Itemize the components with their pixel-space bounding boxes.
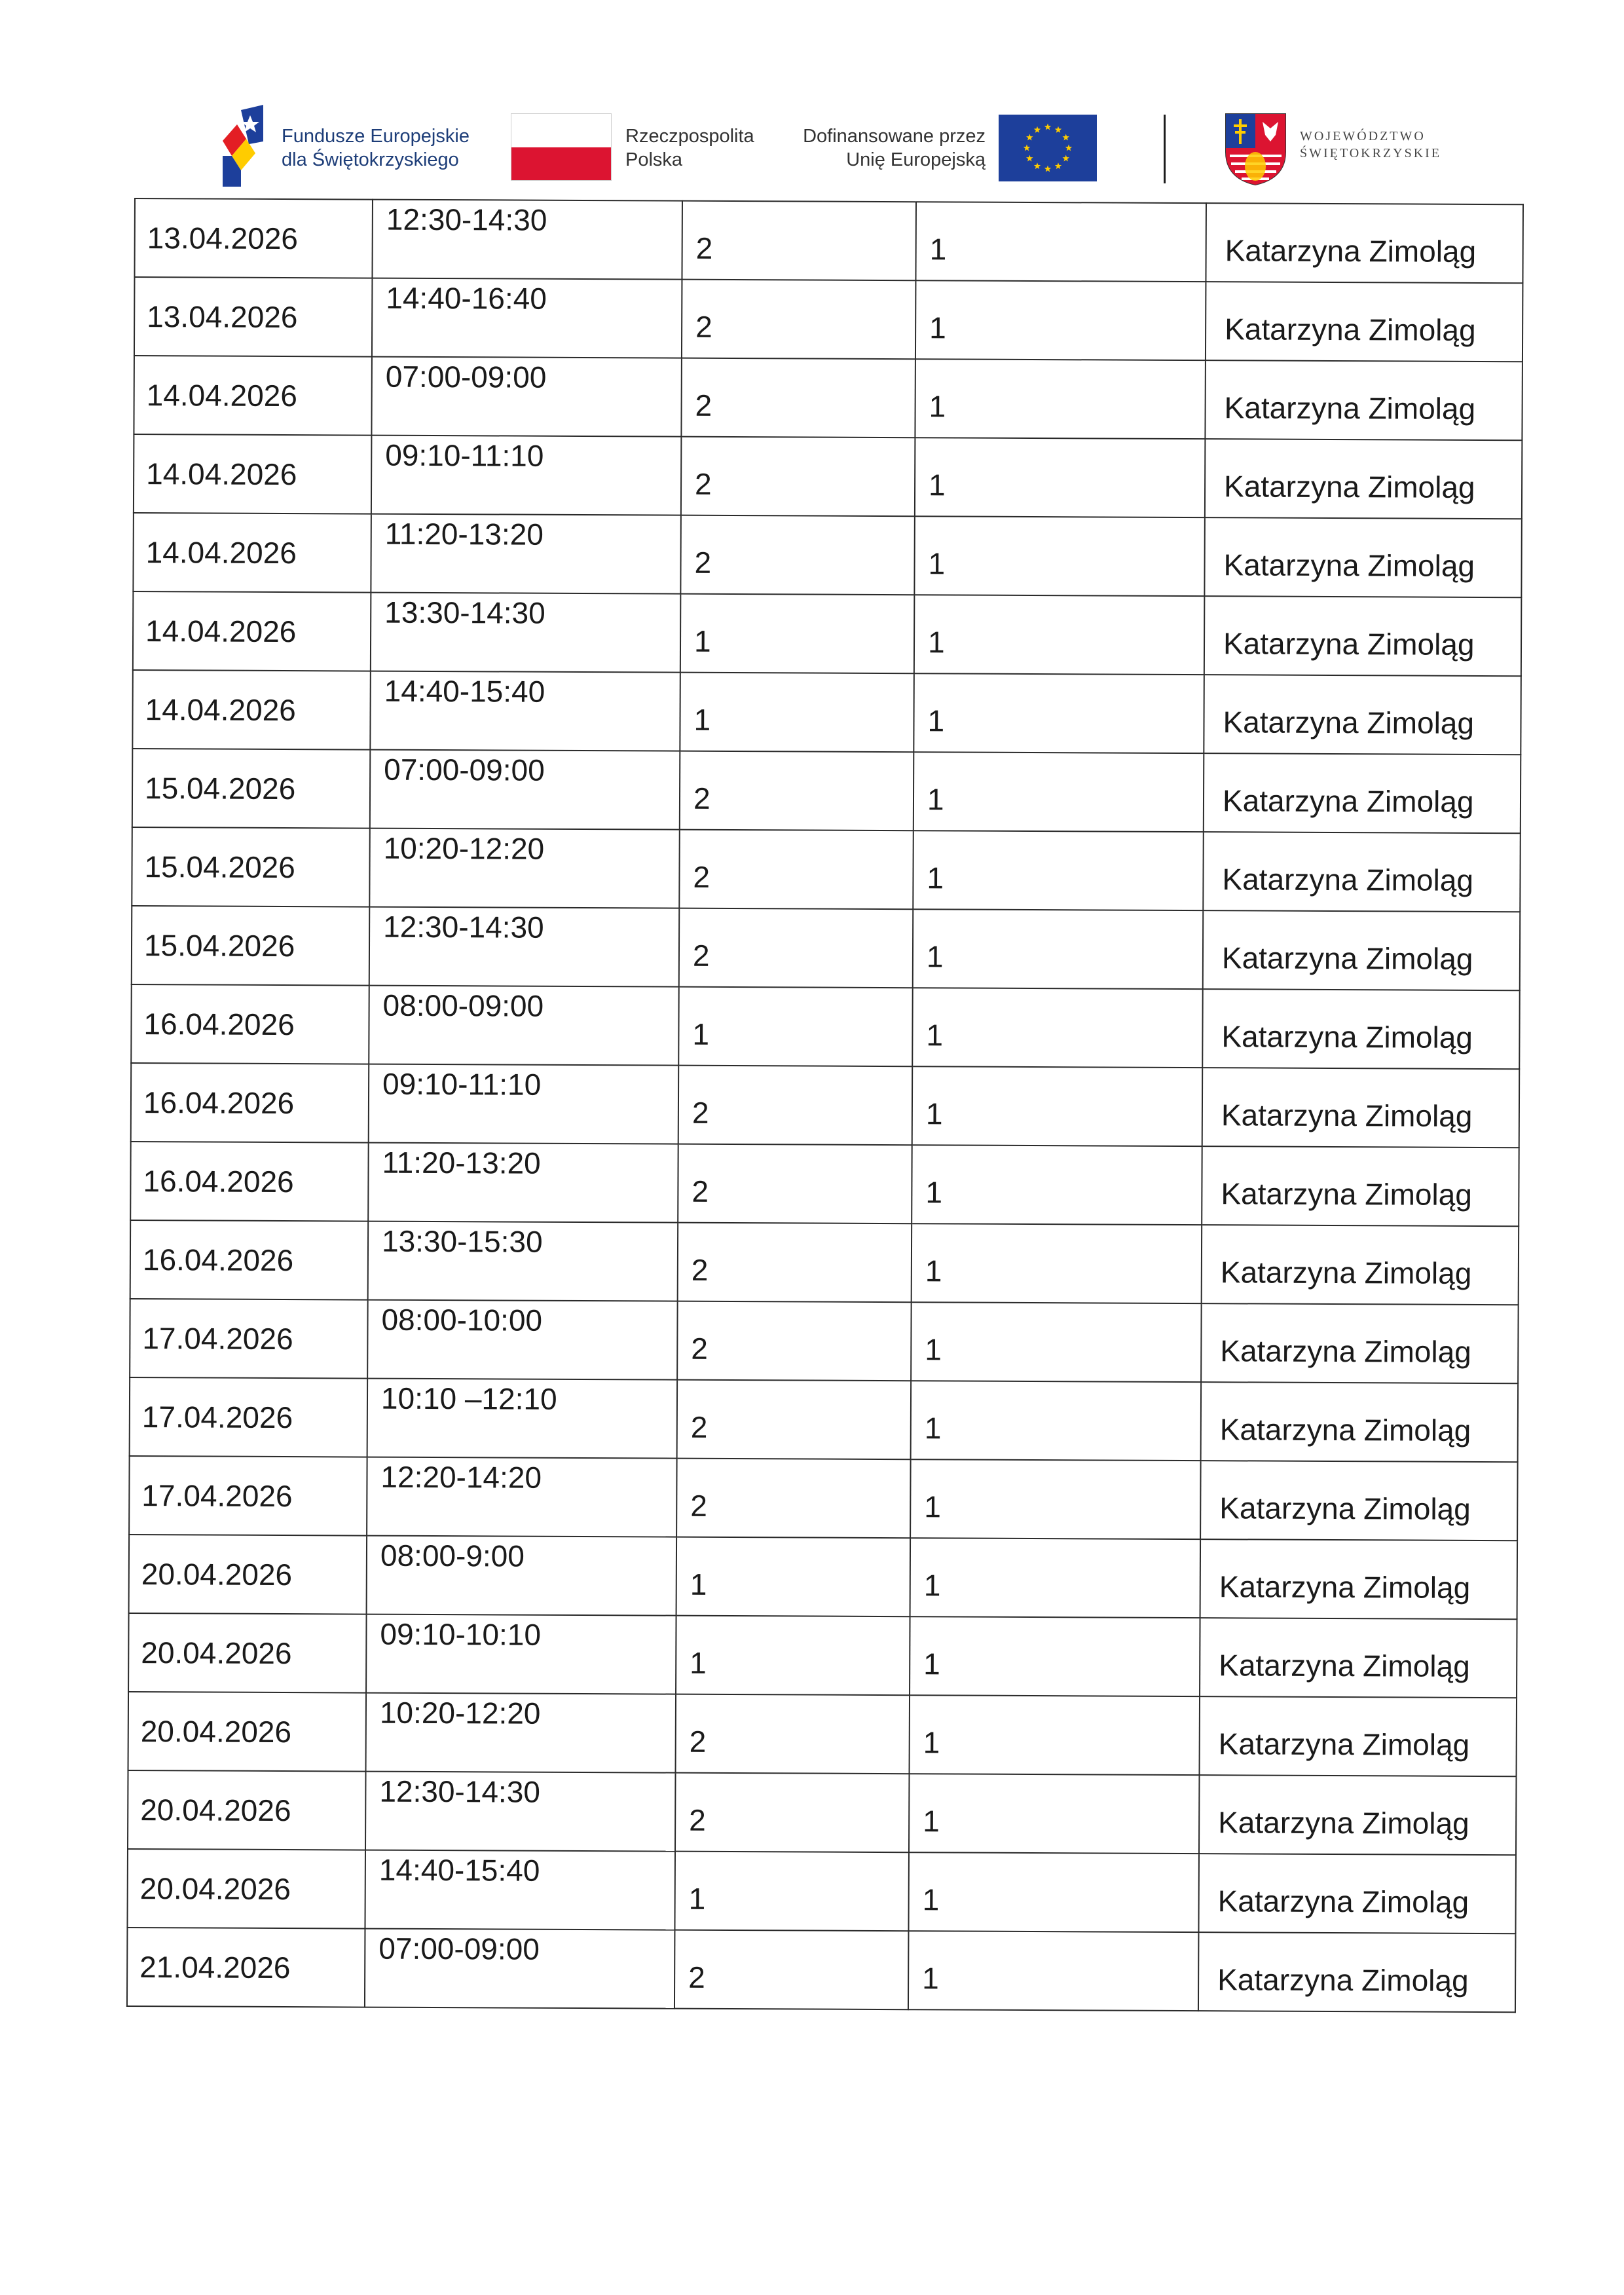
time-cell-text: 11:20-13:20	[382, 1145, 541, 1180]
teacher-cell-text: Katarzyna Zimoląg	[1225, 233, 1477, 269]
funds-logo-line2: dla Świętokrzyskiego	[282, 149, 459, 170]
table-row	[130, 1142, 1519, 1226]
table-row	[129, 1456, 1518, 1540]
group-cell	[908, 1931, 1199, 2011]
hours-cell-text: 2	[690, 1409, 708, 1444]
date-cell: 15.04.2026	[132, 827, 370, 907]
group-cell	[912, 1223, 1202, 1303]
hours-cell	[681, 437, 915, 517]
teacher-cell	[1199, 1775, 1517, 1855]
time-cell	[370, 750, 680, 830]
date-cell: 14.04.2026	[133, 591, 371, 671]
date-cell: 14.04.2026	[134, 356, 372, 436]
teacher-cell-text: Katarzyna Zimoląg	[1223, 705, 1475, 740]
funds-logo-icon	[223, 105, 268, 187]
teacher-cell-text: Katarzyna Zimoląg	[1223, 469, 1475, 504]
table-row	[127, 1849, 1516, 1933]
funds-logo-text	[282, 124, 470, 172]
hours-cell	[682, 280, 916, 360]
group-cell-text: 1	[923, 1804, 940, 1838]
group-cell-text: 1	[924, 1489, 941, 1524]
teacher-cell-text: Katarzyna Zimoląg	[1224, 390, 1476, 426]
eu-logo-text	[773, 124, 986, 172]
date-cell: 14.04.2026	[133, 513, 371, 593]
date-cell: 17.04.2026	[130, 1299, 368, 1379]
hours-cell	[674, 1930, 909, 2010]
eu-logo-line2: Unię Europejską	[846, 149, 986, 170]
hours-cell	[678, 987, 913, 1067]
teacher-cell-text: Katarzyna Zimoląg	[1219, 1412, 1471, 1447]
teacher-cell-text: Katarzyna Zimoląg	[1219, 1648, 1470, 1683]
time-cell-text: 13:30-15:30	[381, 1223, 543, 1259]
hours-cell-text: 1	[693, 624, 711, 658]
region-crest-icon	[1225, 113, 1287, 186]
group-cell	[912, 1145, 1202, 1225]
time-cell-text: 10:20-12:20	[383, 830, 545, 866]
teacher-cell	[1205, 360, 1522, 440]
group-cell	[913, 673, 1204, 753]
time-cell	[368, 1222, 678, 1301]
hours-cell	[679, 830, 913, 910]
group-cell-text: 1	[922, 1961, 939, 1996]
table-row	[134, 198, 1523, 283]
time-cell	[367, 1379, 678, 1459]
group-cell-text: 1	[926, 1018, 944, 1053]
hours-cell-text: 2	[691, 1252, 709, 1287]
hours-cell-text: 2	[695, 231, 713, 265]
teacher-cell	[1203, 832, 1521, 912]
table-row	[127, 1928, 1516, 2012]
hours-cell-text: 1	[693, 702, 711, 737]
hours-cell	[679, 908, 913, 988]
hours-cell	[678, 1223, 912, 1303]
hours-cell	[682, 201, 916, 281]
time-cell-text: 11:20-13:20	[384, 516, 544, 551]
time-cell	[371, 514, 681, 594]
teacher-cell-text: Katarzyna Zimoląg	[1218, 1805, 1469, 1840]
teacher-cell-text: Katarzyna Zimoląg	[1221, 1019, 1473, 1054]
table-row	[133, 513, 1522, 597]
group-cell-text: 1	[927, 782, 944, 817]
date-cell: 20.04.2026	[127, 1849, 365, 1929]
teacher-cell	[1202, 1225, 1519, 1305]
group-cell-text: 1	[925, 1175, 943, 1210]
hours-cell	[676, 1459, 911, 1539]
time-cell-text: 14:40-15:40	[384, 673, 545, 709]
table-row	[132, 827, 1521, 912]
time-cell	[365, 1772, 676, 1852]
hours-cell-text: 2	[689, 1802, 706, 1837]
date-cell: 20.04.2026	[128, 1613, 367, 1693]
group-cell	[915, 359, 1206, 439]
teacher-cell	[1204, 596, 1522, 676]
group-cell-text: 1	[929, 310, 946, 345]
date-cell: 16.04.2026	[131, 1063, 369, 1143]
date-cell: 21.04.2026	[127, 1928, 365, 2007]
teacher-cell-text: Katarzyna Zimoląg	[1218, 1726, 1470, 1762]
group-cell-text: 1	[925, 1096, 943, 1131]
group-cell-text: 1	[925, 1254, 942, 1288]
teacher-cell	[1198, 1932, 1516, 2012]
hours-cell-text: 2	[692, 1095, 709, 1130]
group-cell-text: 1	[923, 1725, 940, 1760]
group-cell	[915, 438, 1206, 517]
time-cell	[371, 593, 681, 673]
table-row	[132, 906, 1521, 990]
hours-cell-text: 2	[693, 781, 710, 815]
hours-cell-text: 2	[689, 1724, 707, 1759]
teacher-cell-text: Katarzyna Zimoląg	[1220, 1334, 1471, 1369]
teacher-cell-text: Katarzyna Zimoląg	[1223, 626, 1475, 662]
time-cell	[369, 907, 680, 987]
time-cell	[372, 200, 682, 280]
time-cell-text: 09:10-11:10	[382, 1066, 542, 1102]
time-cell-text: 07:00-09:00	[384, 752, 545, 787]
group-cell	[915, 202, 1206, 282]
hours-cell	[678, 1066, 913, 1146]
time-cell	[369, 986, 679, 1066]
time-cell-text: 09:10-10:10	[380, 1616, 542, 1652]
hours-cell	[675, 1773, 910, 1853]
time-cell-text: 08:00-10:00	[381, 1302, 543, 1337]
hours-cell-text: 2	[688, 1960, 705, 1994]
teacher-cell-text: Katarzyna Zimoląg	[1217, 1884, 1469, 1919]
time-cell-text: 12:30-14:30	[383, 909, 544, 944]
date-cell: 13.04.2026	[134, 277, 373, 357]
region-logo-line2: ŚWIĘTOKRZYSKIE	[1300, 146, 1442, 160]
hours-cell-text: 2	[690, 1488, 708, 1523]
teacher-cell-text: Katarzyna Zimoląg	[1225, 312, 1476, 347]
hours-cell	[674, 1852, 909, 1931]
time-cell	[372, 278, 682, 358]
teacher-cell	[1204, 517, 1522, 597]
teacher-cell-text: Katarzyna Zimoląg	[1222, 783, 1474, 819]
teacher-cell	[1202, 1068, 1520, 1148]
time-cell	[371, 436, 682, 515]
teacher-cell	[1202, 989, 1520, 1069]
hours-cell-text: 1	[692, 1017, 710, 1051]
hours-cell-text: 2	[692, 938, 710, 973]
teacher-cell-text: Katarzyna Zimoląg	[1221, 1098, 1473, 1133]
time-cell-text: 12:30-14:30	[379, 1774, 541, 1809]
date-cell: 13.04.2026	[134, 198, 373, 278]
date-cell: 16.04.2026	[131, 984, 369, 1064]
table-row	[131, 1063, 1520, 1148]
time-cell	[365, 1850, 675, 1930]
logo-strip	[0, 0, 1624, 196]
group-cell	[908, 1852, 1199, 1932]
table-row	[128, 1692, 1517, 1776]
hours-cell	[676, 1616, 910, 1696]
group-cell	[911, 1381, 1202, 1461]
hours-cell-text: 2	[694, 466, 712, 501]
group-cell	[914, 595, 1205, 675]
teacher-cell-text: Katarzyna Zimoląg	[1220, 1255, 1472, 1290]
hours-cell	[680, 751, 914, 831]
hours-cell	[678, 1144, 912, 1224]
table-row	[134, 277, 1523, 362]
time-cell-text: 07:00-09:00	[385, 359, 547, 394]
logo-separator	[1164, 115, 1166, 183]
hours-cell	[680, 515, 915, 595]
teacher-cell	[1200, 1696, 1517, 1776]
table-row	[130, 1220, 1519, 1305]
group-cell	[910, 1695, 1200, 1775]
schedule-body	[127, 198, 1523, 2012]
date-cell: 17.04.2026	[130, 1377, 368, 1457]
group-cell-text: 1	[928, 468, 946, 502]
group-cell-text: 1	[922, 1882, 940, 1917]
group-cell-text: 1	[928, 546, 946, 581]
group-cell	[912, 1066, 1203, 1146]
teacher-cell	[1204, 675, 1521, 755]
hours-cell	[681, 358, 915, 438]
group-cell	[910, 1538, 1201, 1618]
group-cell-text: 1	[927, 861, 944, 895]
teacher-cell-text: Katarzyna Zimoląg	[1221, 1176, 1472, 1212]
eu-logo-line1: Dofinansowane przez	[803, 126, 986, 147]
teacher-cell	[1206, 203, 1523, 283]
time-cell	[367, 1300, 678, 1380]
schedule-table	[126, 198, 1524, 2013]
group-cell	[910, 1459, 1201, 1539]
funds-logo-line1: Fundusze Europejskie	[282, 126, 470, 147]
group-cell	[910, 1616, 1200, 1696]
table-row	[128, 1613, 1517, 1698]
republic-logo-line2: Polska	[625, 149, 683, 170]
table-row	[129, 1535, 1518, 1619]
teacher-cell-text: Katarzyna Zimoląg	[1221, 941, 1473, 976]
group-cell-text: 1	[925, 1332, 942, 1367]
time-cell-text: 14:40-16:40	[386, 280, 547, 316]
hours-cell-text: 2	[692, 1174, 709, 1208]
date-cell: 17.04.2026	[129, 1456, 367, 1536]
date-cell: 20.04.2026	[128, 1692, 367, 1772]
time-cell	[367, 1457, 677, 1537]
table-row	[128, 1770, 1517, 1855]
group-cell	[913, 830, 1204, 910]
table-row	[134, 434, 1522, 519]
group-cell-text: 1	[927, 625, 945, 660]
time-cell-text: 08:00-9:00	[380, 1538, 525, 1573]
group-cell	[913, 909, 1204, 989]
hours-cell-text: 1	[688, 1881, 706, 1916]
time-cell-text: 08:00-09:00	[382, 988, 544, 1023]
date-cell: 15.04.2026	[132, 906, 370, 986]
hours-cell-text: 2	[693, 859, 710, 894]
hours-cell-text: 1	[690, 1645, 707, 1680]
time-cell-text: 09:10-11:10	[385, 438, 544, 473]
group-cell	[915, 280, 1206, 360]
teacher-cell	[1204, 753, 1521, 833]
hours-cell-text: 1	[690, 1567, 707, 1601]
group-cell-text: 1	[927, 703, 945, 738]
time-cell-text: 14:40-15:40	[378, 1852, 540, 1888]
hours-cell	[680, 594, 915, 674]
republic-logo-line1: Rzeczpospolita	[625, 126, 754, 147]
time-cell	[365, 1929, 675, 2009]
teacher-cell	[1200, 1618, 1517, 1698]
eu-flag-icon	[999, 115, 1097, 181]
teacher-cell	[1201, 1303, 1519, 1383]
republic-logo-text	[625, 124, 754, 172]
table-row	[132, 670, 1521, 755]
time-cell-text: 12:30-14:30	[386, 202, 547, 237]
table-row	[130, 1377, 1519, 1462]
teacher-cell-text: Katarzyna Zimoląg	[1217, 1962, 1469, 1998]
teacher-cell	[1205, 439, 1522, 519]
hours-cell-text: 2	[694, 545, 712, 580]
group-cell-text: 1	[923, 1568, 941, 1603]
hours-cell	[680, 673, 914, 753]
date-cell: 14.04.2026	[134, 434, 372, 514]
time-cell-text: 10:10 –12:10	[380, 1381, 557, 1416]
group-cell	[914, 516, 1205, 596]
date-cell: 14.04.2026	[132, 670, 371, 750]
teacher-cell	[1200, 1461, 1518, 1540]
table-row	[133, 591, 1522, 676]
time-cell	[366, 1614, 676, 1694]
hours-cell-text: 2	[695, 388, 712, 422]
group-cell	[911, 1302, 1202, 1382]
time-cell	[370, 671, 680, 751]
table-row	[131, 984, 1520, 1069]
teacher-cell-text: Katarzyna Zimoląg	[1222, 862, 1474, 897]
teacher-cell-text: Katarzyna Zimoląg	[1219, 1569, 1471, 1605]
teacher-cell-text: Katarzyna Zimoląg	[1219, 1491, 1471, 1526]
table-row	[132, 749, 1521, 833]
table-row	[134, 356, 1522, 440]
date-cell: 20.04.2026	[128, 1770, 366, 1850]
hours-cell	[677, 1301, 912, 1381]
teacher-cell	[1201, 1382, 1519, 1462]
hours-cell-text: 2	[695, 309, 712, 344]
date-cell: 15.04.2026	[132, 749, 371, 829]
region-logo-text	[1300, 128, 1441, 162]
table-row	[130, 1299, 1519, 1383]
time-cell	[366, 1693, 676, 1773]
teacher-cell-text: Katarzyna Zimoląg	[1223, 548, 1475, 583]
time-cell-text: 12:20-14:20	[380, 1459, 542, 1495]
group-cell-text: 1	[929, 389, 946, 424]
time-cell-text: 13:30-14:30	[384, 595, 545, 630]
date-cell: 20.04.2026	[129, 1535, 367, 1614]
time-cell	[369, 1064, 679, 1144]
time-cell	[368, 1143, 678, 1223]
hours-cell	[676, 1694, 910, 1774]
group-cell-text: 1	[926, 939, 944, 974]
region-logo-line1: WOJEWÓDZTWO	[1300, 129, 1426, 143]
group-cell-text: 1	[929, 232, 947, 267]
teacher-cell	[1200, 1539, 1518, 1619]
time-cell-text: 10:20-12:20	[379, 1695, 541, 1730]
group-cell	[909, 1774, 1200, 1854]
teacher-cell	[1202, 1146, 1519, 1226]
time-cell	[369, 829, 680, 908]
hours-cell-text: 2	[691, 1331, 709, 1366]
hours-cell	[677, 1380, 912, 1460]
poland-flag-icon	[511, 113, 612, 181]
group-cell-text: 1	[923, 1647, 940, 1681]
teacher-cell	[1206, 282, 1523, 362]
group-cell	[912, 988, 1203, 1068]
date-cell: 16.04.2026	[130, 1220, 369, 1300]
time-cell-text: 07:00-09:00	[378, 1931, 540, 1966]
time-cell	[371, 357, 682, 437]
teacher-cell	[1203, 910, 1521, 990]
group-cell	[913, 752, 1204, 832]
hours-cell	[676, 1537, 911, 1617]
date-cell: 16.04.2026	[130, 1142, 369, 1222]
time-cell	[367, 1536, 677, 1616]
teacher-cell	[1198, 1854, 1516, 1933]
group-cell-text: 1	[924, 1411, 942, 1446]
